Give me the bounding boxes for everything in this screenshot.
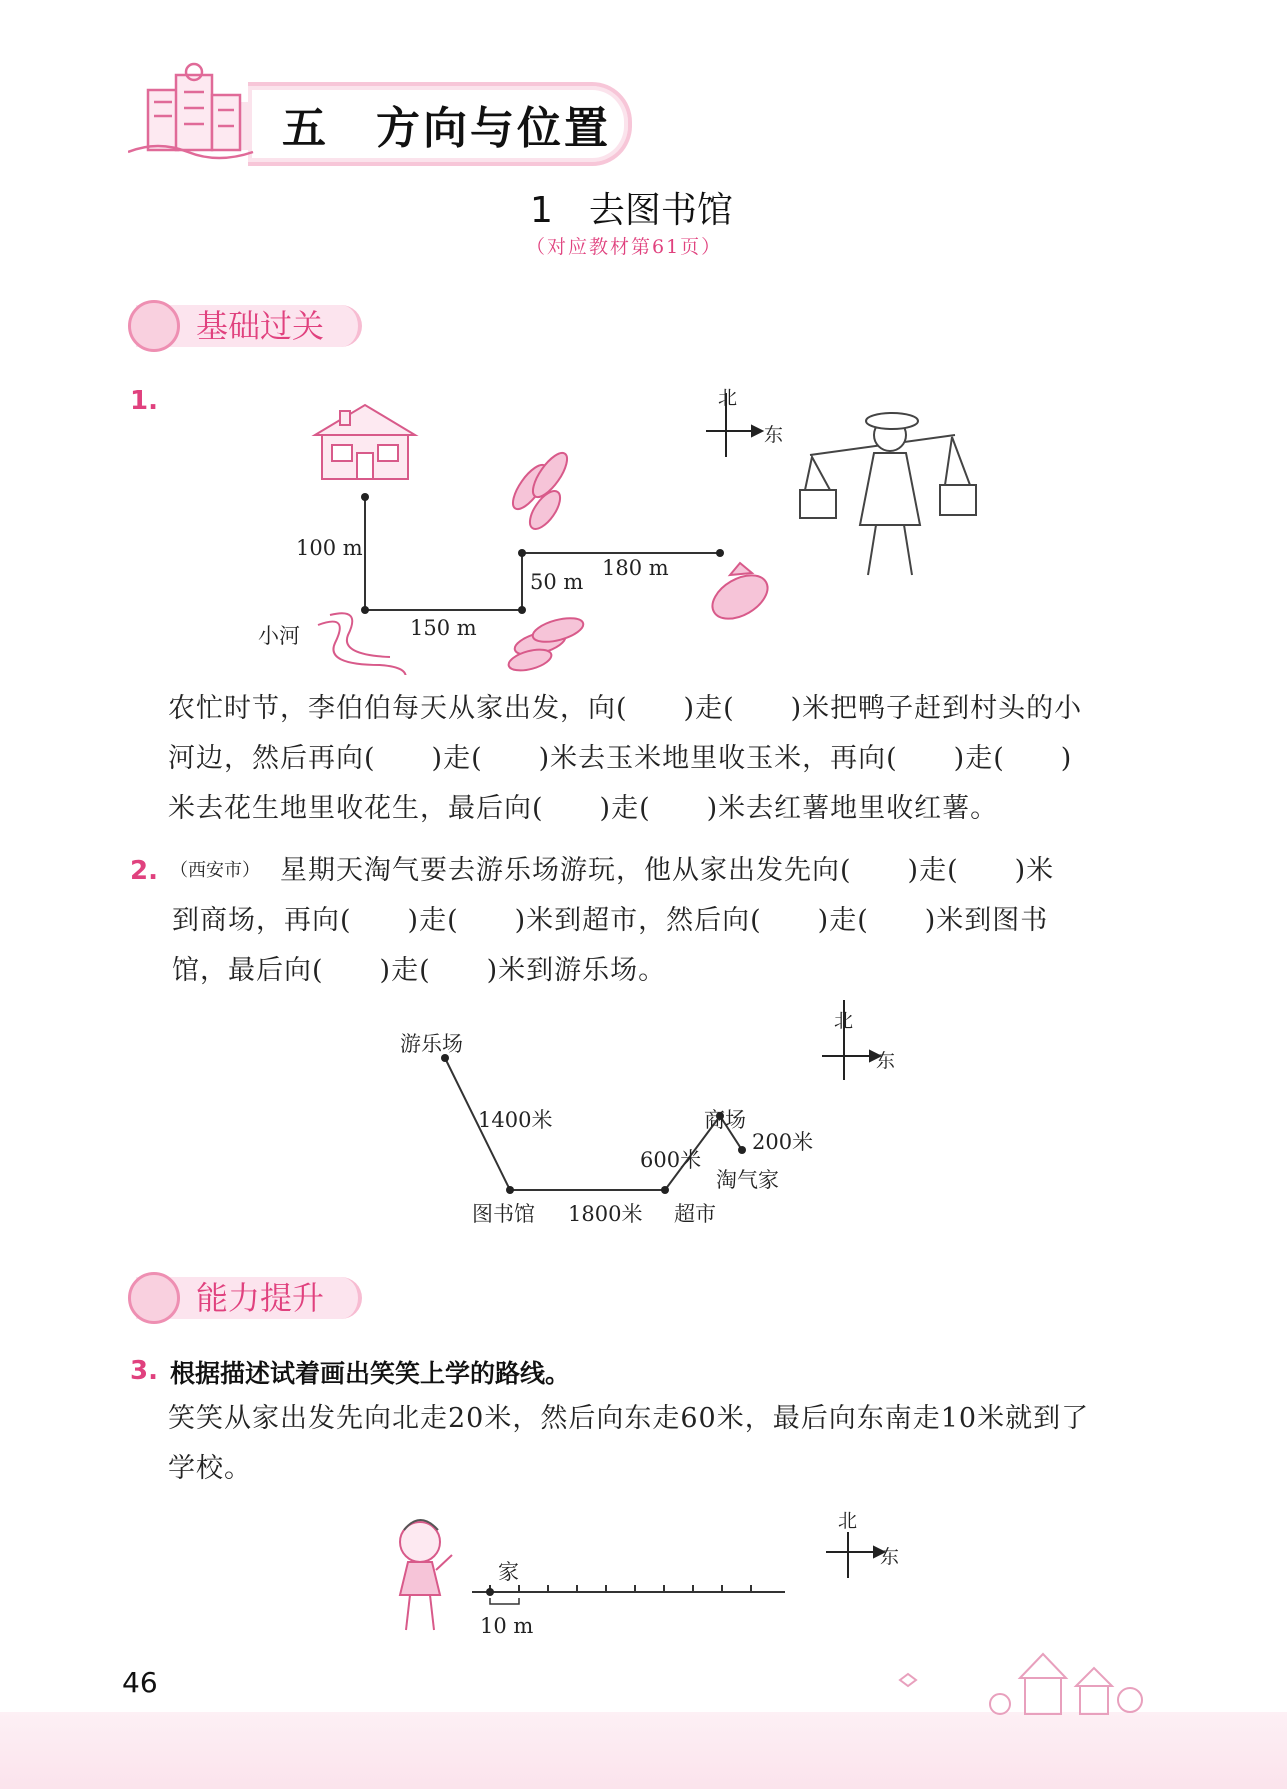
section-basic-badge [128,300,180,352]
footer-castle-illustration [880,1648,1180,1718]
page-number: 46 [122,1666,158,1699]
q2-place-mall: 商场 [704,1108,746,1132]
q3-home-label: 家 [498,1560,519,1584]
q2-line-1: 星期天淘气要去游乐场游玩，他从家出发先向( )走( )米 [280,855,1055,886]
q3-line-1: 笑笑从家出发先向北走20米，然后向东走60米，最后向东南走10米就到了 [168,1403,1090,1434]
building-illustration [128,60,258,160]
q1-distance-50: 50 m [530,570,584,594]
q2-distance-200: 200米 [752,1130,814,1154]
river-icon [318,613,406,675]
q3-compass-north: 北 [838,1510,858,1532]
q2-region: （西安市） [170,860,260,881]
q1-compass-east: 东 [764,424,784,446]
q3-compass-east: 东 [880,1546,900,1568]
q1-distance-100: 100 m [296,536,363,560]
lesson-title: 1 去图书馆 [530,190,733,231]
q1-line-2: 河边，然后再向( )走( )米去玉米地里收玉米，再向( )走( ) [168,743,1073,774]
q2-distance-1400: 1400米 [478,1108,553,1132]
q1-line-3: 米去花生地里收花生，最后向( )走( )米去红薯地里收红薯。 [168,793,999,824]
q1-number: 1. [130,386,158,416]
q2-place-park: 游乐场 [400,1032,463,1056]
farmer-icon [800,413,976,575]
footer-band [0,1712,1287,1789]
q2-compass-north: 北 [834,1010,854,1032]
lesson-subtitle: （对应教材第61页） [526,236,723,258]
girl-icon [400,1520,452,1630]
q2-place-market: 超市 [674,1202,716,1226]
q1-distance-180: 180 m [602,556,669,580]
q3-compass-icon [826,1532,884,1578]
peanut-icon [506,614,585,675]
q1-compass-north: 北 [718,387,738,409]
q2-line-2: 到商场，再向( )走( )米到超市，然后向( )走( )米到图书 [172,905,1049,936]
scale-ticks [490,1585,751,1592]
section-advanced-badge [128,1272,180,1324]
q2-number: 2. [130,856,158,886]
scale-bracket [490,1598,519,1604]
q3-line-2: 学校。 [168,1453,252,1484]
q1-line-1: 农忙时节，李伯伯每天从家出发，向( )走( )米把鸭子赶到村头的小 [168,693,1083,724]
q3-heading: 根据描述试着画出笑笑上学的路线。 [170,1359,571,1388]
house-icon [315,405,415,479]
corn-icon [507,448,573,534]
home-point [486,1588,494,1596]
sweet-potato-icon [705,563,775,628]
q1-distance-150: 150 m [410,616,477,640]
q3-scale-label: 10 m [480,1614,534,1638]
q3-map [380,1500,900,1650]
q1-river-label: 小河 [258,624,300,648]
q3-number: 3. [130,1356,158,1386]
q2-distance-600: 600米 [640,1148,702,1172]
q2-place-library: 图书馆 [472,1202,535,1226]
q2-place-home: 淘气家 [716,1168,779,1192]
section-basic: 基础过关 [136,305,362,347]
q2-distance-1800: 1800米 [568,1202,643,1226]
q2-line-3: 馆，最后向( )走( )米到游乐场。 [172,955,667,986]
q1-map [240,375,980,675]
chapter-title: 五 方向与位置 [282,103,611,154]
q2-compass-east: 东 [876,1050,896,1072]
section-advanced: 能力提升 [136,1277,362,1319]
